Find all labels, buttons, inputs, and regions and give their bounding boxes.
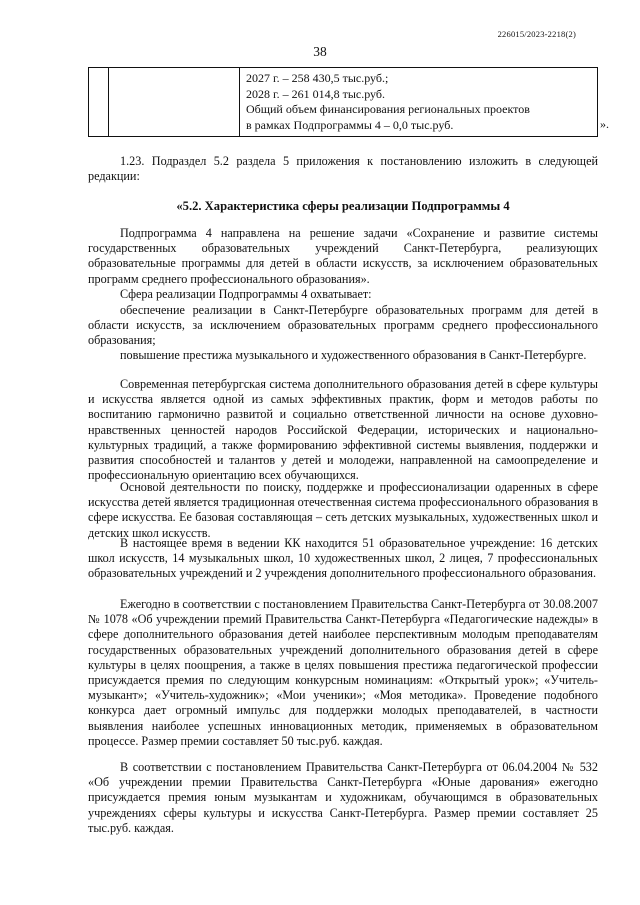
- document-number: 226015/2023-2218(2): [497, 29, 576, 39]
- section-heading: «5.2. Характеристика сферы реализации Подпрограммы 4: [176, 199, 510, 213]
- body-paragraph-3: обеспечение реализации в Санкт-Петербурге образовательных программ для детей в области искусств, за исключением образовательных программ среднего профессионального образования;: [88, 303, 598, 348]
- body-paragraph-4: повышение престижа музыкального и художественного образования в Санкт-Петербурге.: [120, 348, 587, 362]
- table-cell-empty: [109, 68, 240, 137]
- body-paragraph-6: Основой деятельности по поиску, поддержке и профессионализации одаренных в сфере искусства детей является традиционная отечественная система профессионального образования в сфере искусства. Ее базовая составляющая – сеть детских музыкальных, художественных школ и детских школ искусств.: [88, 480, 598, 540]
- financing-line-subprogram: в рамках Подпрограммы 4 – 0,0 тыс.руб.: [246, 117, 454, 132]
- table-cell-financing: [240, 68, 598, 137]
- table-cell-empty: [89, 68, 109, 137]
- body-paragraph-2: Сфера реализации Подпрограммы 4 охватывает:: [120, 287, 372, 301]
- body-paragraph-7: В настоящее время в ведении КК находится 51 образовательное учреждение: 16 детских школ искусств, 14 музыкальных школ, 10 художественных школ, 2 лицея, 7 профессиональных образовательных учреждений и 2 учреждения дополнительного профессионального образования.: [88, 536, 598, 581]
- closing-quote-mark: ».: [600, 117, 609, 131]
- body-paragraph-9: В соответствии с постановлением Правительства Санкт-Петербурга от 06.04.2004 № 532 «Об учреждении премии Правительства Санкт-Петербурга «Юные дарования» ежегодно присуждается премия юным музыкантам и художникам, обучающимся в образовательных учреждениях сферы культуры и искусства Санкт-Петербурга. Размер премии составляет 25 тыс.руб. каждая.: [88, 760, 598, 835]
- page-number: 38: [313, 44, 327, 59]
- body-paragraph-5: Современная петербургская система дополнительного образования детей в сфере культуры и искусства является одной из самых эффективных практик, форм и методов работы по воспитанию гармонично развитой и социально ответственной личности на основе духовно-нравственных ценностей народов Российской Федерации, исторических и национально-культурных традиций, а также формированию эффективной системы выявления, поддержки и развития способностей и талантов у детей и молодежи, направленной на самоопределение и профессиональную ориентацию всех обучающихся.: [88, 377, 598, 483]
- financing-line-regional-total: Общий объем финансирования региональных проектов: [246, 102, 530, 116]
- financing-table-fragment: [88, 67, 598, 137]
- financing-line-2027: 2027 г. – 258 430,5 тыс.руб.;: [246, 71, 389, 85]
- body-paragraph-8: Ежегодно в соответствии с постановлением Правительства Санкт-Петербурга от 30.08.2007 № 1078 «Об учреждении премий Правительства Санкт-Петербурга «Педагогические надежды» в сфере дополнительного образования детей наиболее перспективным молодым преподавателям государственных образовательных учреждений дополнительного образования детей в сфере культуры в целях поощрения, а также в целях повышения престижа педагогической профессии присуждается премия по следующим конкурсным номинациям: «Открытый урок»; «Учитель-музыкант»; «Учитель-художник»; «Мои ученики»; «Моя методика». Проведение подобного конкурса дает огромный импульс для поддержки молодых преподавателей, в частности выявления наиболее успешных инновационных методик, применяемых в образовательном процессе. Размер премии составляет 50 тыс.руб. каждая.: [88, 597, 598, 748]
- table-row: [89, 68, 598, 137]
- financing-line-2028: 2028 г. – 261 014,8 тыс.руб.: [246, 86, 385, 101]
- amendment-paragraph: 1.23. Подраздел 5.2 раздела 5 приложения к постановлению изложить в следующей редакции:: [88, 154, 598, 184]
- body-paragraph-1: Подпрограмма 4 направлена на решение задачи «Сохранение и развитие системы государственных образовательных учреждений Санкт-Петербурга, реализующих образовательные программы для детей в области искусств, за исключением образовательных программ среднего профессионального образования».: [88, 226, 598, 286]
